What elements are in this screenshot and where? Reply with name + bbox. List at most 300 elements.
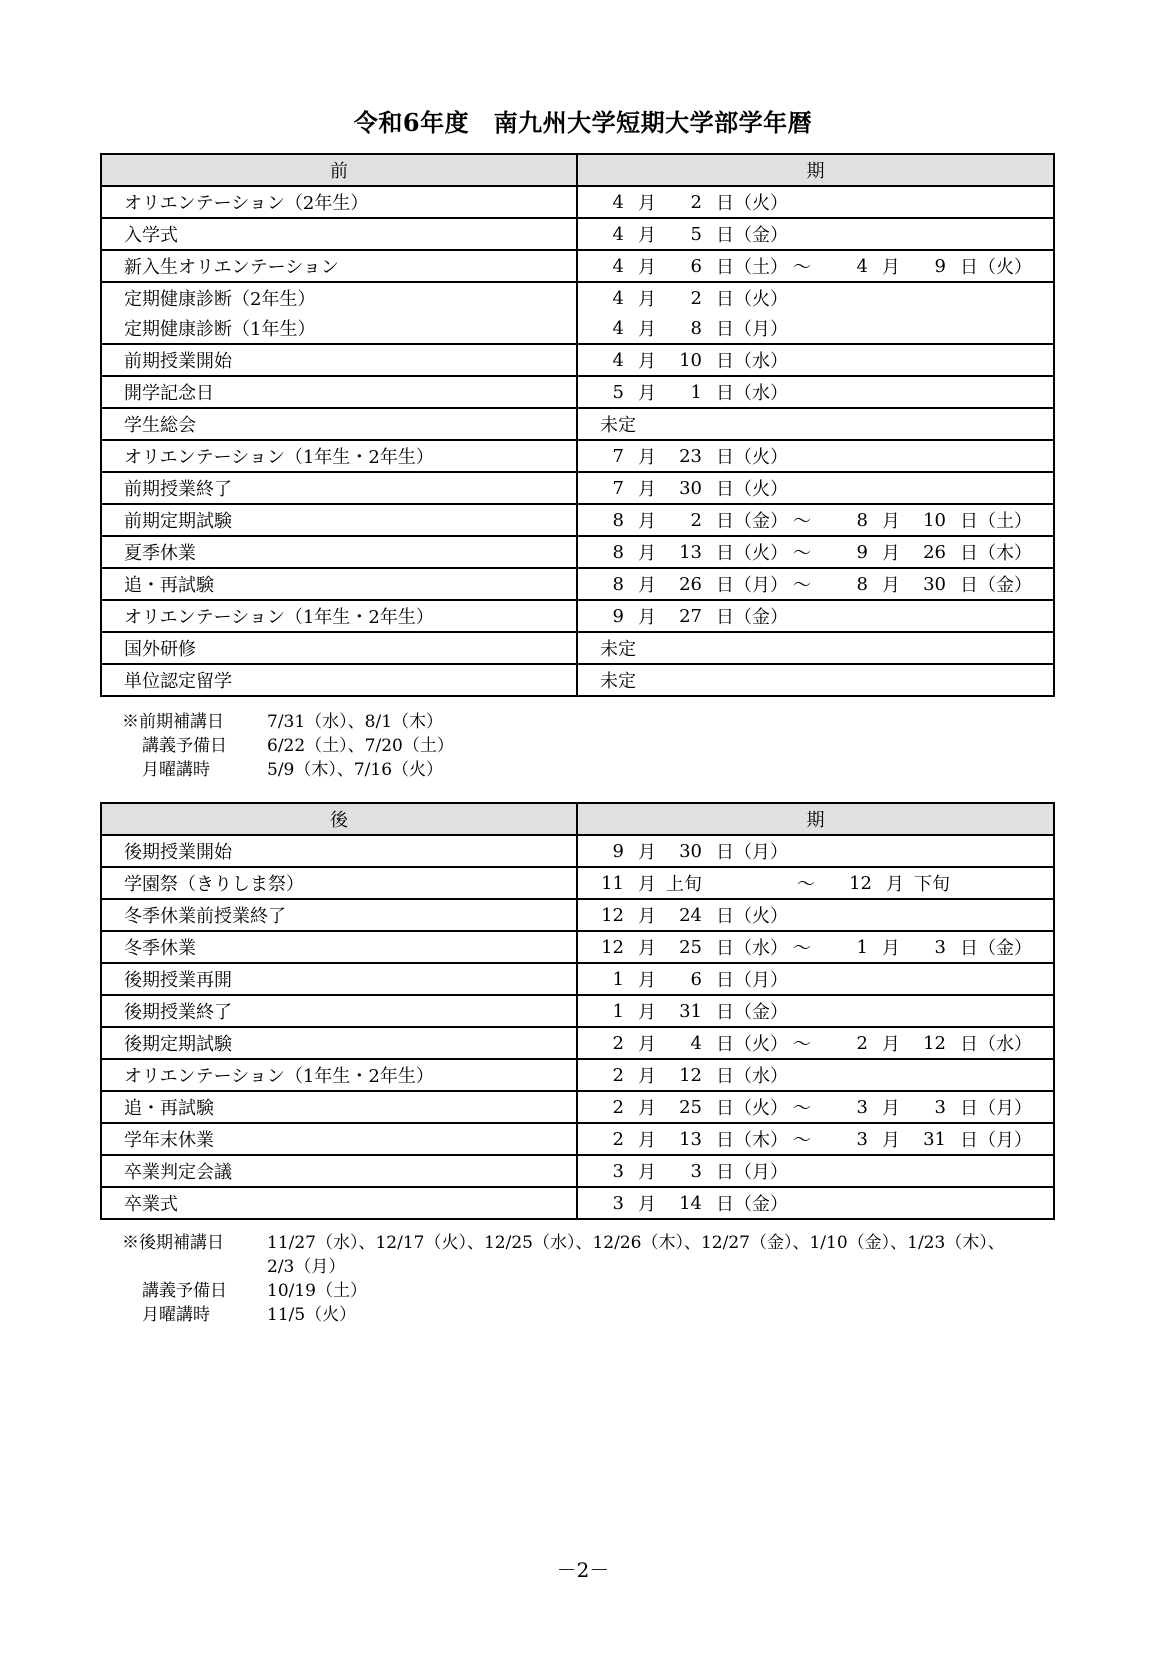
month-unit: 月 <box>638 874 656 895</box>
day-value: 10 <box>679 349 702 371</box>
note-row <box>122 734 454 758</box>
table-row <box>101 282 1054 313</box>
table-header-row <box>101 803 1054 835</box>
note-label: 月曜講時 <box>142 760 210 780</box>
day-value: 3 <box>690 1160 702 1182</box>
day-unit: 日 <box>960 938 978 959</box>
day-unit: 日 <box>716 1066 734 1087</box>
range-tilde: ～ <box>793 543 811 564</box>
event-date <box>577 1155 1054 1187</box>
table-row <box>101 931 1054 963</box>
date-range <box>578 253 1053 279</box>
date-text: 未定 <box>600 415 636 436</box>
event-date <box>577 995 1054 1027</box>
table-row <box>101 536 1054 568</box>
day-value: 13 <box>679 1128 702 1150</box>
event-name: オリエンテーション（2年生） <box>101 186 577 218</box>
day-value: 1 <box>690 381 702 403</box>
event-date <box>577 1027 1054 1059</box>
weekday: （月） <box>978 1130 1032 1151</box>
table-row <box>101 963 1054 995</box>
note-value-line: 6/22（土）、7/20（土） <box>267 736 454 756</box>
event-date <box>577 440 1054 472</box>
table-row <box>101 440 1054 472</box>
weekday: （土） <box>734 257 788 278</box>
date-range <box>578 603 1053 629</box>
event-date <box>577 931 1054 963</box>
month-unit: 月 <box>638 1066 656 1087</box>
range-tilde: ～ <box>793 575 811 596</box>
event-name: 開学記念日 <box>101 376 577 408</box>
note-value <box>267 1303 356 1327</box>
day-unit: 日 <box>716 1002 734 1023</box>
month-value: 4 <box>612 255 624 277</box>
day-unit: 日 <box>716 289 734 310</box>
range-tilde: ～ <box>793 938 811 959</box>
weekday: （金） <box>978 938 1032 959</box>
day-unit: 日 <box>716 1130 734 1151</box>
event-name: 冬季休業前授業終了 <box>101 899 577 931</box>
note-row <box>122 1231 1005 1279</box>
header-cell-right: 期 <box>577 803 1054 835</box>
day-value: 24 <box>679 904 702 926</box>
event-name: 卒業式 <box>101 1187 577 1219</box>
day-unit: 日 <box>716 383 734 404</box>
day-value: 12 <box>923 1032 946 1054</box>
date-range <box>578 1126 1053 1152</box>
note-value-line: 11/5（火） <box>267 1305 357 1325</box>
month-value: 12 <box>601 904 624 926</box>
note-value <box>267 710 443 734</box>
note-value-line: 11/27（水）、12/17（火）、12/25（水）、12/26（木）、12/27（金）、1/10（金）、1/23（木）、 <box>267 1233 1005 1253</box>
month-unit: 月 <box>882 257 900 278</box>
second-semester-notes <box>122 1231 1005 1327</box>
day-unit: 日 <box>960 543 978 564</box>
note-label: ※前期補講日 <box>122 712 224 732</box>
weekday: （月） <box>978 1098 1032 1119</box>
weekday: （火） <box>734 1098 788 1119</box>
event-date <box>577 867 1054 899</box>
month-unit: 月 <box>638 970 656 991</box>
event-name: オリエンテーション（1年生・2年生） <box>101 440 577 472</box>
event-name: 後期授業再開 <box>101 963 577 995</box>
day-unit: 日 <box>960 1098 978 1119</box>
date-range <box>578 571 1053 597</box>
weekday: （水） <box>978 1034 1032 1055</box>
page-title: 令和6年度 南九州大学短期大学部学年暦 <box>353 108 813 137</box>
event-date <box>577 282 1054 313</box>
event-date <box>577 1059 1054 1091</box>
event-date <box>577 472 1054 504</box>
date-range <box>578 507 1053 533</box>
weekday: （木） <box>978 543 1032 564</box>
month-value: 2 <box>612 1128 624 1150</box>
date-range <box>578 1062 1053 1088</box>
event-date <box>577 568 1054 600</box>
month-value: 12 <box>601 936 624 958</box>
table-row <box>101 1123 1054 1155</box>
table-row <box>101 1155 1054 1187</box>
event-date <box>577 899 1054 931</box>
event-date <box>577 1123 1054 1155</box>
second-semester-table <box>100 802 1055 1220</box>
month-value: 2 <box>856 1032 868 1054</box>
day-value: 6 <box>690 255 702 277</box>
day-unit: 日 <box>960 511 978 532</box>
month-value: 4 <box>612 287 624 309</box>
note-value <box>267 1279 367 1303</box>
weekday: （水） <box>734 351 788 372</box>
weekday: （火） <box>734 479 788 500</box>
month-unit: 月 <box>882 1034 900 1055</box>
day-value: 2 <box>690 509 702 531</box>
event-date <box>577 218 1054 250</box>
event-date <box>577 376 1054 408</box>
date-range <box>578 443 1053 469</box>
month-unit: 月 <box>638 193 656 214</box>
table-row <box>101 504 1054 536</box>
day-unit: 日 <box>716 511 734 532</box>
event-date <box>577 1187 1054 1219</box>
note-value-line: 10/19（土） <box>267 1281 367 1301</box>
day-unit: 日 <box>716 607 734 628</box>
month-value: 7 <box>612 477 624 499</box>
day-value: 31 <box>679 1000 702 1022</box>
day-unit: 日 <box>716 1034 734 1055</box>
period-start: 上旬 <box>666 874 702 895</box>
event-name: オリエンテーション（1年生・2年生） <box>101 1059 577 1091</box>
weekday: （水） <box>734 383 788 404</box>
month-unit: 月 <box>638 1130 656 1151</box>
day-unit: 日 <box>960 257 978 278</box>
table-row <box>101 1187 1054 1219</box>
weekday: （火） <box>734 543 788 564</box>
day-value: 9 <box>934 255 946 277</box>
weekday: （金） <box>734 1002 788 1023</box>
day-unit: 日 <box>716 543 734 564</box>
weekday: （金） <box>734 511 788 532</box>
day-unit: 日 <box>716 938 734 959</box>
event-date <box>577 600 1054 632</box>
note-row <box>122 1279 1005 1303</box>
table-row <box>101 1059 1054 1091</box>
day-unit: 日 <box>716 575 734 596</box>
date-range <box>578 189 1053 215</box>
day-value: 13 <box>679 541 702 563</box>
day-unit: 日 <box>716 906 734 927</box>
month-unit: 月 <box>882 543 900 564</box>
month-value: 1 <box>612 1000 624 1022</box>
month-value: 8 <box>612 509 624 531</box>
event-name: 定期健康診断（1年生） <box>101 313 577 344</box>
month-value: 5 <box>612 381 624 403</box>
table-row <box>101 250 1054 282</box>
event-name: 学生総会 <box>101 408 577 440</box>
day-unit: 日 <box>960 1034 978 1055</box>
month-unit: 月 <box>638 1194 656 1215</box>
event-name: 前期授業開始 <box>101 344 577 376</box>
event-name: 定期健康診断（2年生） <box>101 282 577 313</box>
month-unit: 月 <box>638 351 656 372</box>
event-date <box>577 186 1054 218</box>
event-name: 追・再試験 <box>101 568 577 600</box>
month-unit: 月 <box>638 938 656 959</box>
date-text: 未定 <box>600 671 636 692</box>
header-cell-right: 期 <box>577 154 1054 186</box>
month-unit: 月 <box>882 511 900 532</box>
note-value-line: 5/9（木）、7/16（火） <box>267 760 444 780</box>
date-range <box>578 966 1053 992</box>
weekday: （火） <box>734 289 788 310</box>
month-unit: 月 <box>638 257 656 278</box>
table-header-row <box>101 154 1054 186</box>
note-row <box>122 710 454 734</box>
day-value: 2 <box>690 191 702 213</box>
header-cell-left: 前 <box>101 154 577 186</box>
month-value: 1 <box>856 936 868 958</box>
first-semester-notes <box>122 710 454 782</box>
month-value: 11 <box>601 872 624 894</box>
table-row <box>101 313 1054 344</box>
day-value: 30 <box>679 477 702 499</box>
month-unit: 月 <box>638 1098 656 1119</box>
month-unit: 月 <box>638 575 656 596</box>
range-tilde: ～ <box>793 257 811 278</box>
month-unit: 月 <box>638 842 656 863</box>
day-unit: 日 <box>716 1194 734 1215</box>
date-text: 未定 <box>600 639 636 660</box>
day-unit: 日 <box>716 447 734 468</box>
weekday: （月） <box>734 1162 788 1183</box>
table-row <box>101 835 1054 867</box>
weekday: （火） <box>734 193 788 214</box>
date-range <box>578 539 1053 565</box>
header-cell-left: 後 <box>101 803 577 835</box>
day-unit: 日 <box>716 193 734 214</box>
first-semester-table <box>100 153 1055 697</box>
event-date <box>577 632 1054 664</box>
event-name: 後期授業開始 <box>101 835 577 867</box>
table-row <box>101 632 1054 664</box>
day-value: 6 <box>690 968 702 990</box>
month-unit: 月 <box>638 1162 656 1183</box>
month-unit: 月 <box>638 225 656 246</box>
note-value <box>267 734 454 758</box>
event-date <box>577 963 1054 995</box>
weekday: （金） <box>978 575 1032 596</box>
month-unit: 月 <box>882 938 900 959</box>
weekday: （月） <box>734 970 788 991</box>
weekday: （水） <box>734 1066 788 1087</box>
note-value <box>267 758 443 782</box>
month-value: 4 <box>612 317 624 339</box>
month-value: 8 <box>856 573 868 595</box>
note-label: 講義予備日 <box>142 1281 227 1301</box>
event-name: 卒業判定会議 <box>101 1155 577 1187</box>
event-name: 学年末休業 <box>101 1123 577 1155</box>
month-value: 12 <box>849 872 872 894</box>
day-unit: 日 <box>716 257 734 278</box>
event-name: 前期授業終了 <box>101 472 577 504</box>
day-value: 3 <box>934 1096 946 1118</box>
table-row <box>101 376 1054 408</box>
weekday: （月） <box>734 842 788 863</box>
event-date <box>577 250 1054 282</box>
day-value: 3 <box>934 936 946 958</box>
event-name: オリエンテーション（1年生・2年生） <box>101 600 577 632</box>
month-unit: 月 <box>882 1098 900 1119</box>
month-unit: 月 <box>638 543 656 564</box>
month-value: 2 <box>612 1064 624 1086</box>
event-name: 学園祭（きりしま祭） <box>101 867 577 899</box>
day-value: 30 <box>679 840 702 862</box>
table-row <box>101 600 1054 632</box>
weekday: （月） <box>734 319 788 340</box>
event-date <box>577 835 1054 867</box>
date-range <box>578 1094 1053 1120</box>
page-number: －2－ <box>556 1558 610 1582</box>
table-row <box>101 408 1054 440</box>
month-value: 2 <box>612 1032 624 1054</box>
day-value: 10 <box>923 509 946 531</box>
date-range <box>578 475 1053 501</box>
day-value: 26 <box>679 573 702 595</box>
date-range <box>578 221 1053 247</box>
weekday: （土） <box>978 511 1032 532</box>
month-unit: 月 <box>638 607 656 628</box>
event-date <box>577 536 1054 568</box>
day-value: 5 <box>690 223 702 245</box>
day-value: 27 <box>679 605 702 627</box>
range-tilde: ～ <box>793 1034 811 1055</box>
table-row <box>101 344 1054 376</box>
event-name: 後期授業終了 <box>101 995 577 1027</box>
weekday: （火） <box>734 1034 788 1055</box>
event-date <box>577 408 1054 440</box>
day-unit: 日 <box>716 970 734 991</box>
table-row <box>101 899 1054 931</box>
month-value: 3 <box>612 1160 624 1182</box>
date-range <box>578 379 1053 405</box>
weekday: （火） <box>734 447 788 468</box>
range-tilde: ～ <box>793 1098 811 1119</box>
note-label: 講義予備日 <box>142 736 227 756</box>
range-tilde: ～ <box>793 511 811 532</box>
note-label: 月曜講時 <box>142 1305 210 1325</box>
event-name: 後期定期試験 <box>101 1027 577 1059</box>
event-name: 入学式 <box>101 218 577 250</box>
event-date <box>577 504 1054 536</box>
day-unit: 日 <box>960 1130 978 1151</box>
day-value: 30 <box>923 573 946 595</box>
month-value: 4 <box>856 255 868 277</box>
event-date <box>577 313 1054 344</box>
month-value: 3 <box>856 1096 868 1118</box>
month-value: 1 <box>612 968 624 990</box>
date-range <box>578 1158 1053 1184</box>
weekday: （木） <box>734 1130 788 1151</box>
event-name: 単位認定留学 <box>101 664 577 696</box>
day-value: 12 <box>679 1064 702 1086</box>
day-value: 26 <box>923 541 946 563</box>
month-value: 8 <box>612 541 624 563</box>
table-row <box>101 995 1054 1027</box>
date-range <box>578 347 1053 373</box>
month-value: 7 <box>612 445 624 467</box>
weekday: （火） <box>734 906 788 927</box>
month-value: 2 <box>612 1096 624 1118</box>
month-value: 9 <box>856 541 868 563</box>
month-unit: 月 <box>638 1002 656 1023</box>
day-value: 25 <box>679 936 702 958</box>
date-range <box>578 838 1053 864</box>
range-tilde: ～ <box>797 874 815 895</box>
event-date <box>577 1091 1054 1123</box>
table-row <box>101 867 1054 899</box>
date-range <box>578 998 1053 1024</box>
table-row <box>101 218 1054 250</box>
date-range <box>578 870 1053 896</box>
event-name: 冬季休業 <box>101 931 577 963</box>
month-value: 9 <box>612 840 624 862</box>
month-unit: 月 <box>638 479 656 500</box>
note-row <box>122 1303 1005 1327</box>
day-value: 8 <box>690 317 702 339</box>
range-tilde: ～ <box>793 1130 811 1151</box>
month-value: 8 <box>856 509 868 531</box>
weekday: （金） <box>734 607 788 628</box>
month-value: 4 <box>612 349 624 371</box>
day-value: 25 <box>679 1096 702 1118</box>
event-name: 前期定期試験 <box>101 504 577 536</box>
event-date <box>577 664 1054 696</box>
month-value: 8 <box>612 573 624 595</box>
table-row <box>101 1091 1054 1123</box>
table-row <box>101 1027 1054 1059</box>
table-row <box>101 568 1054 600</box>
note-value-line: 7/31（水）、8/1（木） <box>267 712 444 732</box>
day-unit: 日 <box>716 225 734 246</box>
day-unit: 日 <box>960 575 978 596</box>
day-unit: 日 <box>716 1098 734 1119</box>
month-unit: 月 <box>882 1130 900 1151</box>
date-range <box>578 285 1053 311</box>
weekday: （金） <box>734 1194 788 1215</box>
event-name: 追・再試験 <box>101 1091 577 1123</box>
weekday: （水） <box>734 938 788 959</box>
note-value-line: 2/3（月） <box>267 1257 346 1277</box>
note-row <box>122 758 454 782</box>
month-unit: 月 <box>638 383 656 404</box>
date-range <box>578 315 1053 341</box>
date-range <box>578 1190 1053 1216</box>
month-unit: 月 <box>886 874 904 895</box>
month-value: 4 <box>612 191 624 213</box>
day-unit: 日 <box>716 479 734 500</box>
event-name: 新入生オリエンテーション <box>101 250 577 282</box>
day-unit: 日 <box>716 319 734 340</box>
day-value: 2 <box>690 287 702 309</box>
weekday: （金） <box>734 225 788 246</box>
month-unit: 月 <box>638 447 656 468</box>
event-name: 夏季休業 <box>101 536 577 568</box>
day-unit: 日 <box>716 842 734 863</box>
month-value: 9 <box>612 605 624 627</box>
day-unit: 日 <box>716 1162 734 1183</box>
table-row <box>101 664 1054 696</box>
table-row <box>101 186 1054 218</box>
day-value: 4 <box>690 1032 702 1054</box>
